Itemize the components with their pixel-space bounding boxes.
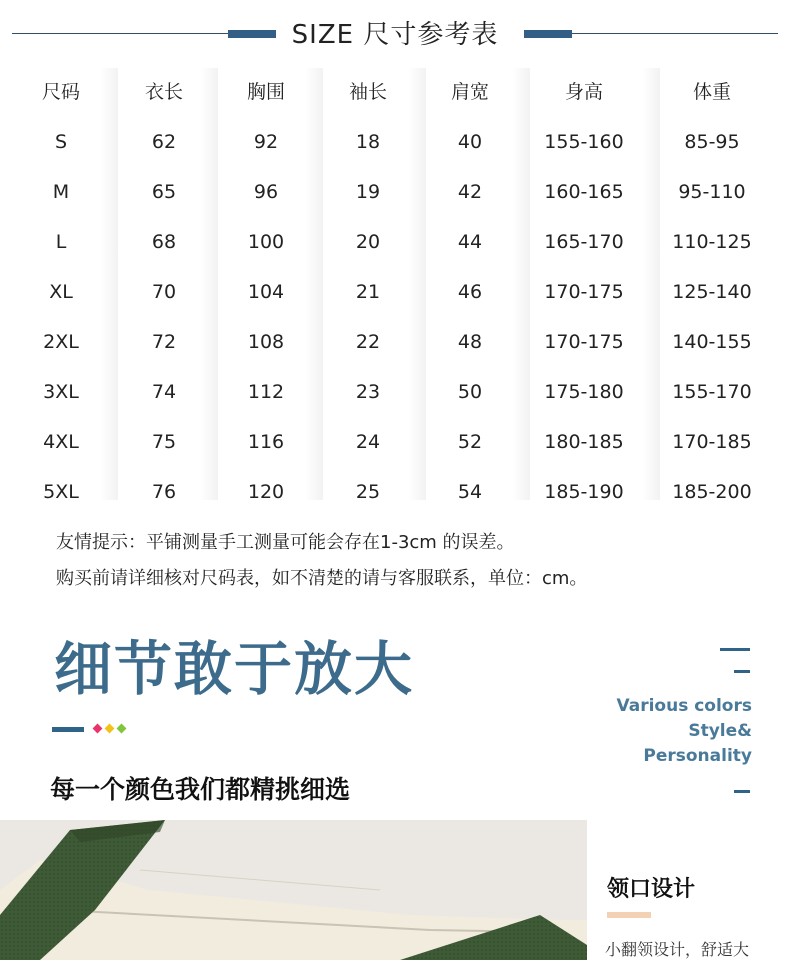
table-cell: 19 [355, 181, 381, 203]
color-selection-subtitle: 每一个颜色我们都精挑细选 [50, 775, 351, 804]
table-cell: XL [49, 281, 73, 303]
collar-accent-bar [607, 912, 651, 918]
table-cell: 140-155 [672, 331, 752, 353]
table-cell: 65 [151, 181, 177, 203]
table-cell: 120 [247, 481, 285, 503]
deco-bar-top-1 [720, 648, 750, 651]
header-line-right [572, 33, 778, 34]
table-cell: 175-180 [544, 381, 624, 403]
table-cell: 180-185 [544, 431, 624, 453]
table-cell: 72 [151, 331, 177, 353]
collar-design-description: 小翻领设计，舒适大 [605, 940, 750, 959]
table-cell: 20 [355, 231, 381, 253]
table-header-cell: 胸围 [246, 81, 285, 103]
heading-accent-bar [52, 727, 84, 732]
color-dot-pink [93, 724, 103, 734]
table-cell: 50 [457, 381, 483, 403]
table-cell: 125-140 [672, 281, 752, 303]
table-cell: 2XL [43, 331, 79, 353]
collar-photo [0, 820, 587, 960]
table-cell: S [54, 131, 68, 153]
table-cell: 110-125 [672, 231, 752, 253]
table-cell: 85-95 [684, 131, 740, 153]
table-header-cell: 袖长 [348, 81, 387, 103]
table-cell: 185-200 [672, 481, 752, 503]
english-line-2: Style& [688, 721, 752, 741]
size-table-title: SIZE 尺寸参考表 [291, 20, 499, 50]
table-cell: 25 [355, 481, 381, 503]
table-cell: 44 [457, 231, 483, 253]
table-cell: 170-175 [544, 331, 624, 353]
table-header-cell: 身高 [564, 81, 603, 103]
table-cell: 165-170 [544, 231, 624, 253]
table-cell: 104 [247, 281, 285, 303]
table-cell: 24 [355, 431, 381, 453]
table-cell: 5XL [43, 481, 79, 503]
header-bar-right [524, 30, 572, 38]
table-cell: 112 [247, 381, 285, 403]
table-cell: 108 [247, 331, 285, 353]
table-cell: 48 [457, 331, 483, 353]
english-line-3: Personality [643, 746, 752, 766]
table-cell: 52 [457, 431, 483, 453]
table-cell: 155-160 [544, 131, 624, 153]
table-cell: 4XL [43, 431, 79, 453]
table-cell: 42 [457, 181, 483, 203]
table-cell: 170-185 [672, 431, 752, 453]
deco-bar-top-2 [734, 670, 750, 673]
table-header-cell: 尺码 [41, 81, 80, 103]
contact-note: 购买前请详细核对尺码表，如不清楚的请与客服联系，单位：cm。 [56, 568, 588, 589]
table-cell: 23 [355, 381, 381, 403]
table-cell: M [52, 181, 70, 203]
table-cell: 100 [247, 231, 285, 253]
detail-heading: 细节敢于放大 [54, 635, 415, 703]
table-cell: 21 [355, 281, 381, 303]
table-cell: 46 [457, 281, 483, 303]
table-cell: 62 [151, 131, 177, 153]
table-cell: 96 [253, 181, 279, 203]
table-header-cell: 衣长 [144, 81, 183, 103]
color-dot-yellow [105, 724, 115, 734]
table-header-cell: 体重 [692, 81, 731, 103]
table-cell: 22 [355, 331, 381, 353]
table-cell: 3XL [43, 381, 79, 403]
table-cell: 185-190 [544, 481, 624, 503]
color-dot-green [117, 724, 127, 734]
table-header-cell: 肩宽 [450, 81, 489, 103]
table-cell: 75 [151, 431, 177, 453]
deco-bar-bottom [734, 790, 750, 793]
table-cell: 74 [151, 381, 177, 403]
table-cell: 160-165 [544, 181, 624, 203]
table-cell: 95-110 [678, 181, 746, 203]
table-cell: 155-170 [672, 381, 752, 403]
table-cell: 92 [253, 131, 279, 153]
english-line-1: Various colors [616, 696, 752, 716]
table-cell: 116 [247, 431, 285, 453]
table-cell: 18 [355, 131, 381, 153]
table-cell: 40 [457, 131, 483, 153]
table-cell: 170-175 [544, 281, 624, 303]
collar-design-title: 领口设计 [607, 877, 696, 902]
table-cell: 68 [151, 231, 177, 253]
tip-note: 友情提示：平铺测量手工测量可能会存在1-3cm 的误差。 [56, 532, 515, 553]
collar-illustration [0, 820, 587, 960]
table-cell: 76 [151, 481, 177, 503]
table-cell: 70 [151, 281, 177, 303]
table-cell: 54 [457, 481, 483, 503]
table-cell: L [55, 231, 67, 253]
